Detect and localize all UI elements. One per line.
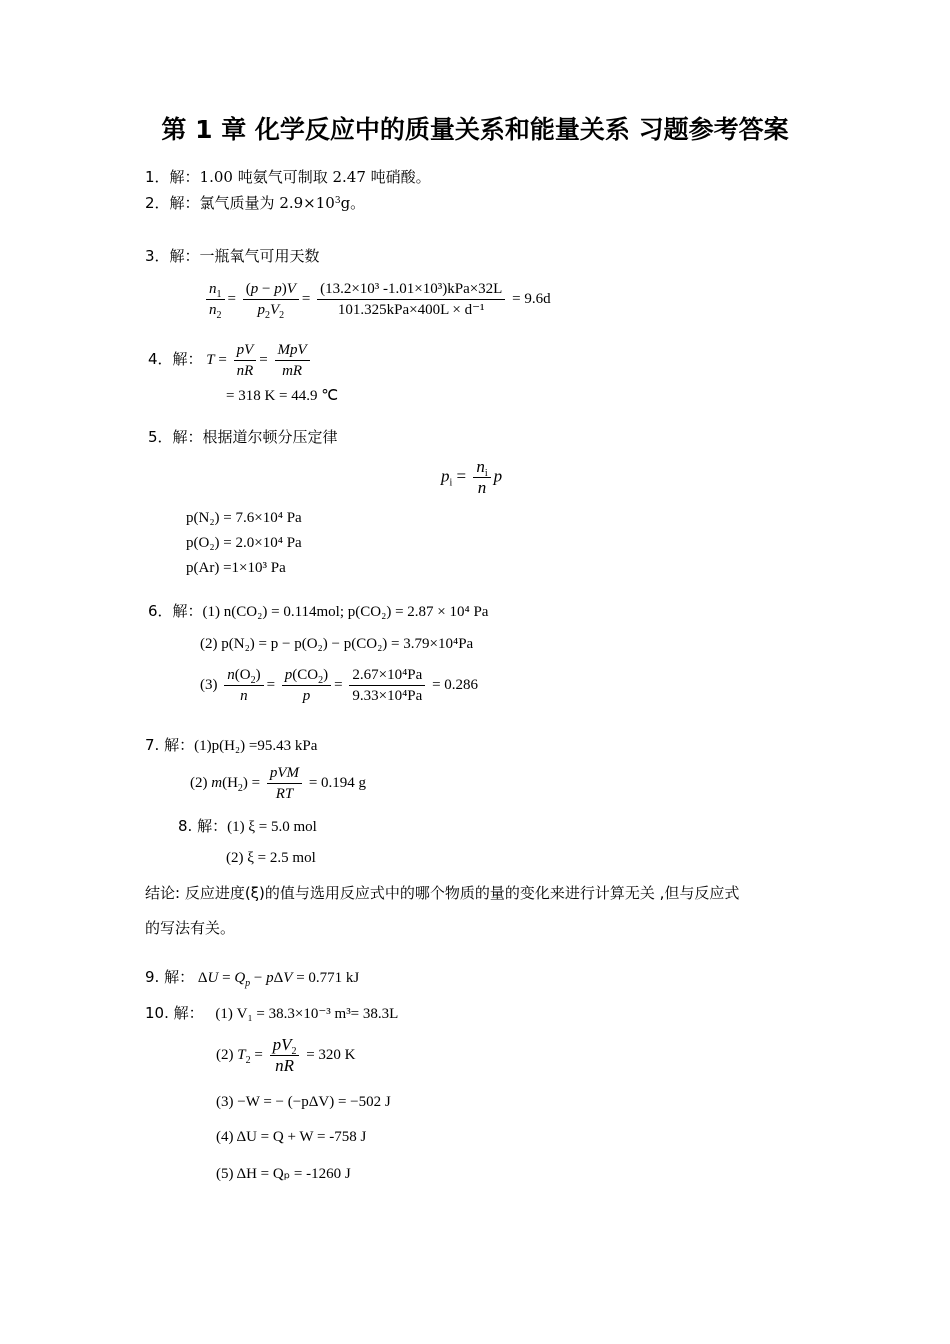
answer-5-label: 5．解： bbox=[148, 428, 203, 446]
answer-10-part-2: (2) $T_2$ = $\frac{pV_2}{nR}$ = 320 K bbox=[216, 1035, 356, 1075]
answer-2-exponent: 3 bbox=[334, 196, 341, 206]
answer-10-label: 10. 解： bbox=[145, 1004, 204, 1022]
answer-6-part-1-number: (1) bbox=[202, 604, 221, 620]
answer-7-part-1-text: p(H₂) =95.43 kPa bbox=[211, 738, 318, 754]
answer-3-text: 一瓶氧气可用天数 bbox=[199, 247, 320, 265]
answer-3-denominator: 101.325kPa×400L × d⁻¹ bbox=[337, 302, 485, 318]
answer-10-part-4 bbox=[216, 1129, 366, 1146]
answer-6-part-3: (3) $\frac{n(O_2)}{n}$ = $\frac{p(CO_2)}{p}$ = $\frac{\text{2.67×10⁴Pa}}{\text{9.33×10⁴Pa}}$ = 0.286 bbox=[200, 667, 479, 704]
answer-10-part-1 bbox=[145, 1002, 398, 1023]
answer-7-part-1-number: (1) bbox=[194, 738, 212, 754]
answer-10-part-4-number: (4) bbox=[216, 1129, 234, 1145]
answer-2-text: 氯气质量为 2.9×10 bbox=[199, 194, 335, 212]
conclusion-line-1: 结论: 反应进度(ξ)的值与选用反应式中的哪个物质的量的变化来进行计算无关 ,但与反应式 bbox=[145, 884, 740, 902]
answer-5-line-1: p(N₂) = 7.6×10⁴ Pa bbox=[186, 510, 302, 526]
answer-3-label: 3．解： bbox=[145, 247, 200, 265]
answer-5-line-2: p(O₂) = 2.0×10⁴ Pa bbox=[186, 535, 302, 551]
answer-5 bbox=[148, 428, 338, 446]
answer-1 bbox=[145, 168, 431, 186]
answer-10-part-5 bbox=[216, 1164, 351, 1183]
answer-4: 4．解： T = $\frac{pV}{nR}$ = $\frac{\text{MpV}}{mR}$ bbox=[148, 341, 313, 380]
answer-7-part-1 bbox=[145, 734, 317, 755]
answer-4-result: = 318 K = 44.9 ℃ bbox=[226, 388, 339, 404]
answer-8-part-2 bbox=[226, 850, 316, 867]
answer-3 bbox=[145, 247, 320, 265]
answer-9-result: = 0.771 kJ bbox=[296, 970, 360, 986]
answer-6-label: 6．解： bbox=[148, 602, 203, 620]
answer-6-part-1-text: n(CO₂) = 0.114mol; p(CO₂) = 2.87 × 10⁴ Pa bbox=[223, 604, 489, 620]
answer-3-numerator: (13.2×10³ -1.01×10³)kPa×32L bbox=[317, 280, 505, 300]
answer-1-text: 1.00 吨氨气可制取 2.47 吨硝酸。 bbox=[199, 168, 431, 186]
answer-8-part-1-number: (1) bbox=[227, 819, 245, 835]
answer-6-part-1 bbox=[148, 600, 488, 621]
answer-10-part-5-text: ΔH = Qₚ = -1260 J bbox=[236, 1166, 351, 1182]
answer-10-part-1-number: (1) bbox=[215, 1006, 233, 1022]
answer-7-label: 7. 解： bbox=[145, 736, 195, 754]
answer-7-part-2: (2) $m(H_2)$ = $\frac{\text{pVM}}{RT}$ = 0.194 g bbox=[190, 765, 367, 802]
answer-6-part-2-number: (2) bbox=[200, 636, 218, 652]
answer-5-text: 根据道尔顿分压定律 bbox=[202, 428, 338, 446]
answer-6-part-2-text: p(N₂) = p − p(O₂) − p(CO₂) = 3.79×10⁴Pa bbox=[221, 636, 474, 652]
answer-6-part-3-result: = 0.286 bbox=[432, 676, 479, 693]
answer-10-part-2-number: (2) bbox=[216, 1046, 234, 1063]
answer-8-part-2-number: (2) bbox=[226, 850, 244, 866]
answer-6-part-3-denominator: 9.33×10⁴Pa bbox=[352, 688, 423, 704]
answer-8-part-1 bbox=[178, 815, 317, 836]
answer-3-result: = 9.6d bbox=[512, 290, 551, 307]
answer-5-line-3: p(Ar) =1×10³ Pa bbox=[186, 560, 286, 576]
conclusion-line-2: 的写法有关。 bbox=[145, 919, 236, 937]
answer-3-equation: $\frac{n_1}{n_2}$ = $\frac{(p - p)V}{p_2V_2}$ = $\frac{\text{(13.2×10³ -1.01×10³)kPa×32L}}{\text{101.325kPa×400L × d⁻¹}}$ = 9.6d bbox=[203, 280, 551, 319]
answer-10-part-5-number: (5) bbox=[216, 1166, 234, 1182]
answer-2-label: 2．解： bbox=[145, 194, 200, 212]
answer-6-part-3-number: (3) bbox=[200, 676, 218, 693]
answer-7-part-2-number: (2) bbox=[190, 774, 208, 791]
dalton-law-formula: $p_i$ = $\frac{n_i}{n}$ p bbox=[441, 457, 503, 497]
answer-7-part-2-result: = 0.194 g bbox=[308, 774, 367, 791]
page-title: 第 1 章 化学反应中的质量关系和能量关系 习题参考答案 bbox=[161, 115, 789, 144]
answer-6-part-3-numerator: 2.67×10⁴Pa bbox=[349, 666, 425, 686]
answer-8-part-1-text: ξ = 5.0 mol bbox=[248, 819, 317, 835]
answer-10-part-3-number: (3) bbox=[216, 1094, 234, 1110]
answer-9: 9. 解： $\Delta U = Q_p - p\Delta V = 0.771$ kJ bbox=[145, 968, 360, 989]
answer-10-part-2-result: = 320 K bbox=[306, 1046, 356, 1063]
answer-10-part-4-text: ΔU = Q + W = -758 J bbox=[236, 1129, 367, 1145]
answer-10-part-3 bbox=[216, 1094, 391, 1111]
answer-9-label: 9. 解： bbox=[145, 968, 195, 986]
answer-10-part-1-text: V₁ = 38.3×10⁻³ m³= 38.3L bbox=[236, 1006, 399, 1022]
answer-8-label: 8. 解： bbox=[178, 817, 228, 835]
answer-8-part-2-text: ξ = 2.5 mol bbox=[247, 850, 316, 866]
answer-2 bbox=[145, 194, 365, 212]
answer-6-part-2 bbox=[200, 636, 473, 653]
answer-2-unit: g。 bbox=[340, 194, 366, 212]
answer-1-label: 1．解： bbox=[145, 168, 200, 186]
answer-4-label: 4．解： bbox=[148, 349, 203, 368]
answer-10-part-3-text: −W = − (−pΔV) = −502 J bbox=[237, 1094, 391, 1110]
